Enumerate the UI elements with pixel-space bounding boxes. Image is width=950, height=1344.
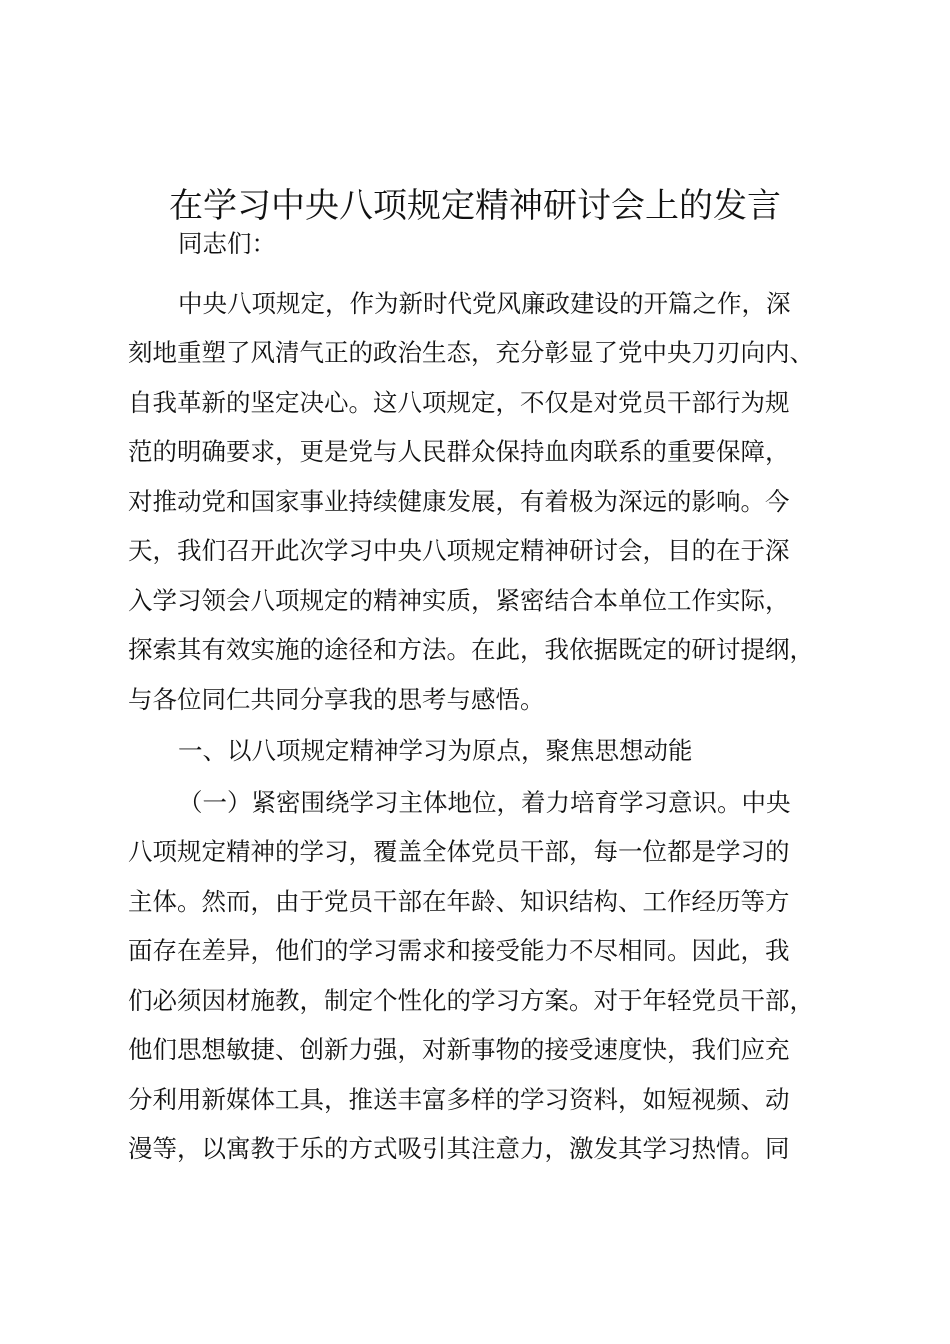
paragraph-line: 们必须因材施教，制定个性化的学习方案。对于年轻党员干部，	[128, 986, 814, 1015]
paragraph-line: 天，我们召开此次学习中央八项规定精神研讨会，目的在于深	[128, 536, 790, 565]
document-title: 在学习中央八项规定精神研讨会上的发言	[169, 186, 781, 226]
paragraph-line: 八项规定精神的学习，覆盖全体党员干部，每一位都是学习的	[128, 837, 790, 866]
paragraph-line: 对推动党和国家事业持续健康发展，有着极为深远的影响。今	[128, 487, 790, 516]
salutation: 同志们：	[178, 229, 276, 258]
paragraph-line: 自我革新的坚定决心。这八项规定，不仅是对党员干部行为规	[128, 388, 790, 417]
paragraph-line: 范的明确要求，更是党与人民群众保持血肉联系的重要保障，	[128, 437, 790, 466]
paragraph-line: 与各位同仁共同分享我的思考与感悟。	[128, 685, 545, 714]
paragraph-line: 刻地重塑了风清气正的政治生态，充分彰显了党中央刀刃向内、	[128, 338, 814, 367]
paragraph-line: 探索其有效实施的途径和方法。在此，我依据既定的研讨提纲，	[128, 635, 814, 664]
paragraph-line: 他们思想敏捷、创新力强，对新事物的接受速度快，我们应充	[128, 1035, 790, 1064]
paragraph-line: 中央八项规定，作为新时代党风廉政建设的开篇之作，深	[178, 289, 791, 318]
paragraph-line: 漫等，以寓教于乐的方式吸引其注意力，激发其学习热情。同	[128, 1134, 790, 1163]
paragraph-line: 入学习领会八项规定的精神实质，紧密结合本单位工作实际，	[128, 586, 790, 615]
paragraph-line: 分利用新媒体工具，推送丰富多样的学习资料，如短视频、动	[128, 1085, 790, 1114]
paragraph-line: 主体。然而，由于党员干部在年龄、知识结构、工作经历等方	[128, 887, 790, 916]
paragraph-line: 面存在差异，他们的学习需求和接受能力不尽相同。因此，我	[128, 936, 790, 965]
section-heading: 一、以八项规定精神学习为原点，聚焦思想动能	[178, 736, 693, 765]
paragraph-line: （一）紧密围绕学习主体地位，着力培育学习意识。中央	[178, 788, 791, 817]
